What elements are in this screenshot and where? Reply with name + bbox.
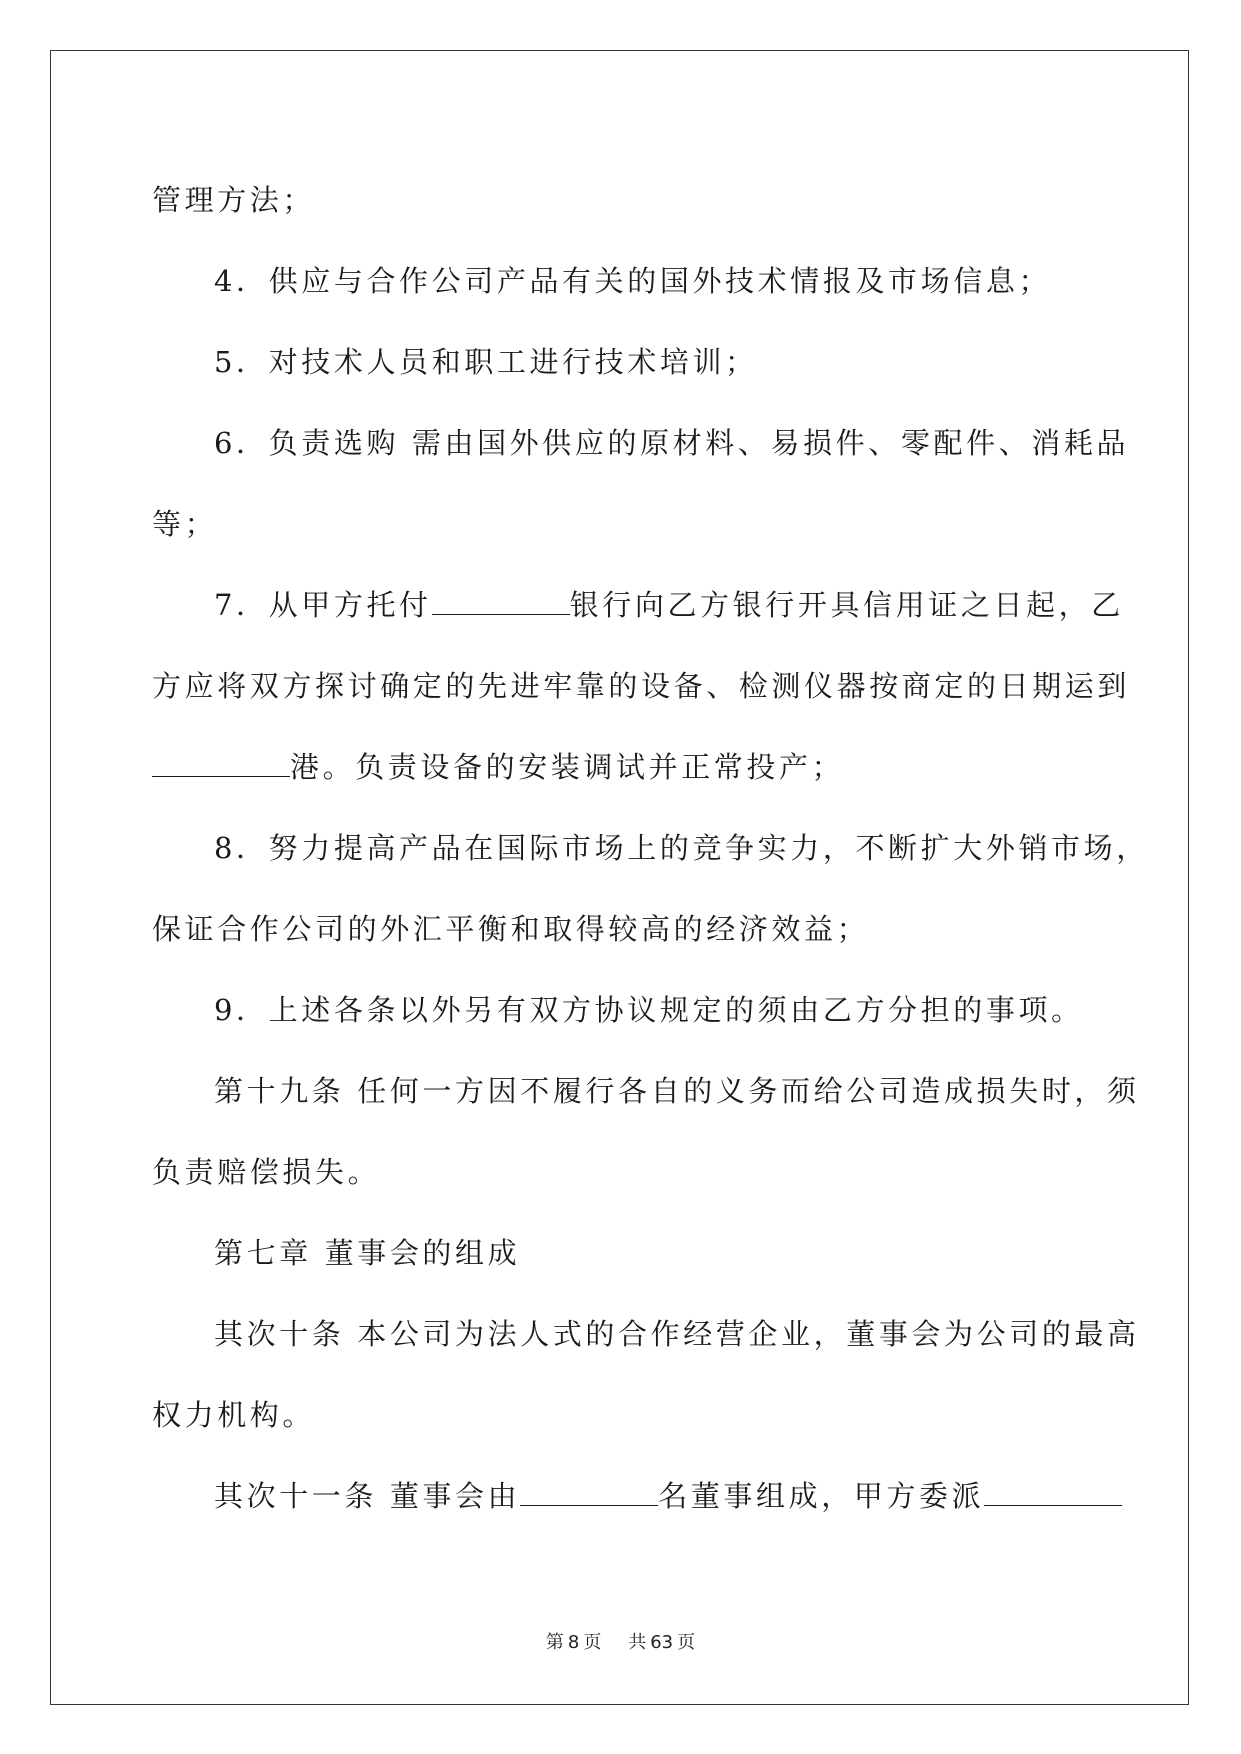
fill-in-blank[interactable] bbox=[520, 1479, 658, 1506]
text-line bbox=[152, 1456, 1092, 1537]
text-line: 4．供应与合作公司产品有关的国外技术情报及市场信息； bbox=[214, 264, 1052, 298]
total-pages: 63 bbox=[650, 1632, 674, 1653]
text-fragment: 名董事组成，甲方委派 bbox=[658, 1479, 985, 1513]
paragraph-article-20 bbox=[152, 1294, 1140, 1456]
total-suffix: 页 bbox=[677, 1632, 696, 1653]
text-line: 管理方法； bbox=[152, 183, 316, 217]
fill-in-blank[interactable] bbox=[152, 750, 290, 777]
text-fragment: 7．从甲方托付 bbox=[214, 588, 432, 622]
chapter-heading bbox=[152, 1213, 1092, 1294]
text-line: 5．对技术人员和职工进行技术培训； bbox=[214, 345, 758, 379]
text-line: 第七章 董事会的组成 bbox=[214, 1236, 521, 1270]
page-number: 8 bbox=[567, 1632, 580, 1653]
text-fragment: 银行向乙方银行开具信用证之日起，乙 bbox=[569, 588, 1124, 622]
page-suffix: 页 bbox=[583, 1632, 602, 1653]
page-footer bbox=[0, 1628, 1241, 1654]
paragraph-article-21 bbox=[152, 1456, 1092, 1537]
fill-in-blank[interactable] bbox=[432, 588, 570, 615]
paragraph-item-7 bbox=[152, 565, 1131, 808]
document-body bbox=[152, 160, 1149, 1537]
total-prefix: 共 bbox=[628, 1632, 647, 1653]
text-line: 权力机构。 bbox=[152, 1398, 316, 1432]
text-fragment: 其次十一条 董事会由 bbox=[214, 1479, 521, 1513]
text-line: 6．负责选购 需由国外供应的原材料、易损件、零配件、消耗品 bbox=[214, 426, 1130, 460]
text-fragment: 港。负责设备的安装调试并正常投产； bbox=[290, 750, 845, 784]
text-line bbox=[152, 727, 1092, 808]
text-line: 8．努力提高产品在国际市场上的竞争实力，不断扩大外销市场， bbox=[214, 831, 1149, 865]
paragraph-item-5 bbox=[152, 322, 1092, 403]
text-line: 其次十条 本公司为法人式的合作经营企业，董事会为公司的最高 bbox=[214, 1317, 1140, 1351]
paragraph-item-8 bbox=[152, 808, 1149, 970]
fill-in-blank[interactable] bbox=[984, 1479, 1122, 1506]
text-line: 方应将双方探讨确定的先进牢靠的设备、检测仪器按商定的日期运到 bbox=[152, 669, 1131, 703]
text-line bbox=[152, 565, 1124, 646]
text-line: 9．上述各条以外另有双方协议规定的须由乙方分担的事项。 bbox=[214, 993, 1084, 1027]
paragraph-item-6 bbox=[152, 403, 1130, 565]
paragraph-item-9 bbox=[152, 970, 1092, 1051]
page-prefix: 第 bbox=[545, 1632, 564, 1653]
text-line: 第十九条 任何一方因不履行各自的义务而给公司造成损失时，须 bbox=[214, 1074, 1140, 1108]
text-line: 负责赔偿损失。 bbox=[152, 1155, 381, 1189]
paragraph-article-19 bbox=[152, 1051, 1140, 1213]
text-line: 保证合作公司的外汇平衡和取得较高的经济效益； bbox=[152, 912, 870, 946]
paragraph-continuation bbox=[152, 160, 1092, 241]
paragraph-item-4 bbox=[152, 241, 1092, 322]
text-line: 等； bbox=[152, 507, 218, 541]
